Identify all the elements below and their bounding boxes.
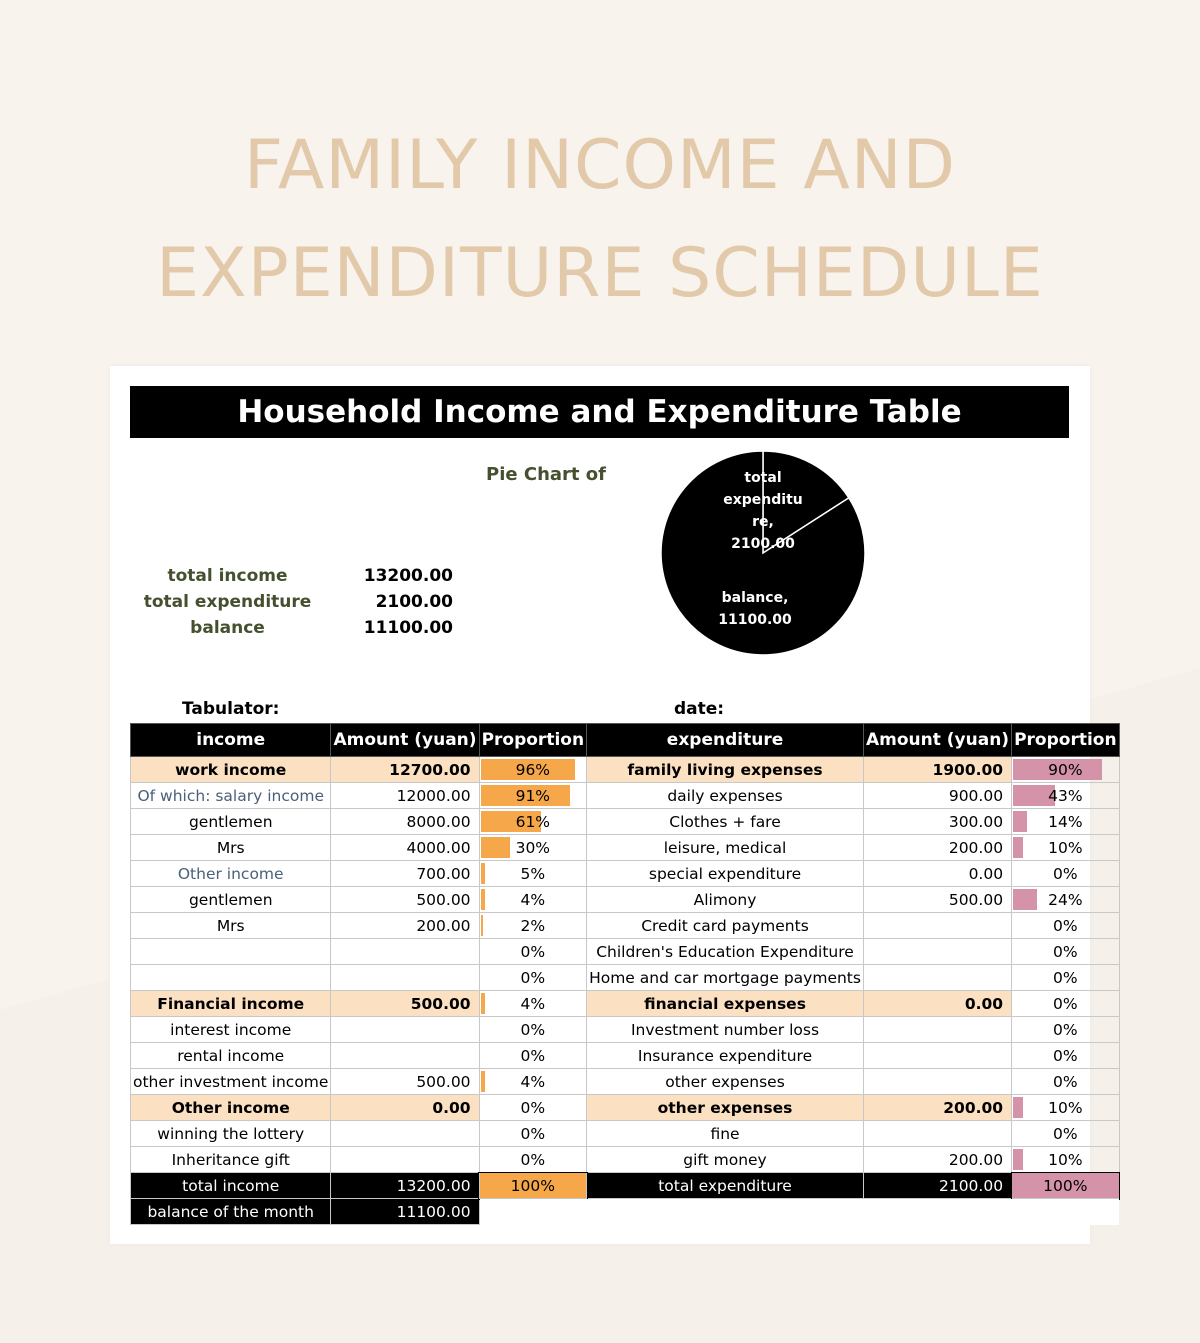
- income-item-label[interactable]: [131, 939, 331, 965]
- expenditure-item-label[interactable]: Insurance expenditure: [587, 1043, 864, 1069]
- total-expenditure-amount[interactable]: 2100.00: [863, 1173, 1011, 1199]
- expenditure-proportion-text: 10%: [1048, 838, 1083, 857]
- expenditure-item-label[interactable]: gift money: [587, 1147, 864, 1173]
- expenditure-item-proportion[interactable]: [1012, 991, 1120, 1017]
- income-item-label[interactable]: interest income: [131, 1017, 331, 1043]
- income-item-amount[interactable]: [331, 965, 479, 991]
- table-row: [131, 835, 1120, 861]
- expenditure-item-proportion[interactable]: [1012, 1147, 1120, 1173]
- expenditure-item-proportion[interactable]: [1012, 939, 1120, 965]
- income-expenditure-table: [130, 723, 1120, 1225]
- total-expenditure-proportion[interactable]: 100%: [1012, 1173, 1120, 1199]
- expenditure-proportion-text: 24%: [1048, 890, 1083, 909]
- table-row: [131, 1043, 1120, 1069]
- expenditure-item-proportion[interactable]: [1012, 783, 1120, 809]
- expenditure-item-label[interactable]: family living expenses: [587, 757, 864, 783]
- table-row: [131, 965, 1120, 991]
- income-item-amount[interactable]: 700.00: [331, 861, 479, 887]
- table-row: [131, 809, 1120, 835]
- expenditure-item-proportion[interactable]: [1012, 1069, 1120, 1095]
- page-title-line2: EXPENDITURE SCHEDULE: [156, 234, 1044, 313]
- income-item-proportion[interactable]: [479, 809, 587, 835]
- expenditure-item-label[interactable]: other expenses: [587, 1069, 864, 1095]
- expenditure-proportion-text: 0%: [1053, 1020, 1078, 1039]
- expenditure-item-proportion[interactable]: [1012, 1121, 1120, 1147]
- expenditure-proportion-text: 43%: [1048, 786, 1083, 805]
- expenditure-item-label[interactable]: special expenditure: [587, 861, 864, 887]
- col-header-expenditure: expenditure: [587, 724, 864, 757]
- expenditure-item-proportion[interactable]: [1012, 861, 1120, 887]
- expenditure-item-label[interactable]: Clothes + fare: [587, 809, 864, 835]
- expenditure-item-label[interactable]: Investment number loss: [587, 1017, 864, 1043]
- col-header-expenditure-amount: Amount (yuan): [863, 724, 1011, 757]
- page-title: [0, 112, 1200, 328]
- total-expenditure-label: total expenditure: [587, 1173, 864, 1199]
- expenditure-item-label[interactable]: Credit card payments: [587, 913, 864, 939]
- expenditure-item-proportion[interactable]: [1012, 1017, 1120, 1043]
- expenditure-proportion-text: 0%: [1053, 1072, 1078, 1091]
- pie-slice-label-line: re,: [752, 514, 774, 530]
- col-header-income: income: [131, 724, 331, 757]
- income-proportion-text: 0%: [520, 1098, 546, 1117]
- table-row: [131, 1121, 1120, 1147]
- expenditure-item-amount[interactable]: 300.00: [863, 809, 1011, 835]
- table-row: [131, 1069, 1120, 1095]
- table-row: [131, 757, 1120, 783]
- total-income-proportion[interactable]: 100%: [479, 1173, 587, 1199]
- income-proportion-text: 4%: [520, 890, 546, 909]
- expenditure-proportion-text: 0%: [1053, 994, 1078, 1013]
- total-income-amount[interactable]: 13200.00: [331, 1173, 479, 1199]
- balance-of-month-label: balance of the month: [131, 1199, 331, 1225]
- empty-cell: [479, 1199, 587, 1225]
- summary-total-income-value: 13200.00: [363, 566, 453, 586]
- income-item-proportion[interactable]: [479, 965, 587, 991]
- income-item-label[interactable]: Mrs: [131, 913, 331, 939]
- income-item-label[interactable]: Inheritance gift: [131, 1147, 331, 1173]
- income-proportion-text: 0%: [520, 942, 546, 961]
- expenditure-item-label[interactable]: Home and car mortgage payments: [587, 965, 864, 991]
- income-proportion-text: 0%: [520, 968, 546, 987]
- expenditure-item-proportion[interactable]: [1012, 1043, 1120, 1069]
- page-title-line1: FAMILY INCOME AND: [243, 126, 957, 205]
- summary-balance-label: balance: [190, 618, 265, 638]
- summary-balance-value: 11100.00: [363, 618, 453, 638]
- expenditure-item-proportion[interactable]: [1012, 1095, 1120, 1121]
- spreadsheet-card: [110, 366, 1117, 1244]
- income-item-label[interactable]: Financial income: [131, 991, 331, 1017]
- income-proportion-text: 0%: [520, 1020, 546, 1039]
- income-item-amount[interactable]: 4000.00: [331, 835, 479, 861]
- expenditure-item-amount[interactable]: [863, 1121, 1011, 1147]
- expenditure-item-amount[interactable]: [863, 913, 1011, 939]
- totals-row: [131, 1173, 1120, 1199]
- income-item-amount[interactable]: 500.00: [331, 991, 479, 1017]
- balance-of-month-amount[interactable]: 11100.00: [331, 1199, 479, 1225]
- table-row: [131, 783, 1120, 809]
- expenditure-item-amount[interactable]: 200.00: [863, 835, 1011, 861]
- expenditure-item-amount[interactable]: 0.00: [863, 991, 1011, 1017]
- income-item-proportion[interactable]: [479, 913, 587, 939]
- pie-slice-label-line: total: [744, 470, 782, 486]
- expenditure-item-proportion[interactable]: [1012, 835, 1120, 861]
- income-item-amount[interactable]: [331, 1017, 479, 1043]
- income-item-amount[interactable]: 500.00: [331, 1069, 479, 1095]
- income-proportion-text: 91%: [515, 786, 551, 805]
- expenditure-item-amount[interactable]: [863, 939, 1011, 965]
- pie-slice-label-line: balance,: [721, 590, 789, 606]
- income-item-amount[interactable]: 200.00: [331, 913, 479, 939]
- income-item-label[interactable]: Other income: [131, 1095, 331, 1121]
- empty-cell: [1012, 1199, 1120, 1225]
- pie-chart-title: Pie Chart of: [486, 464, 606, 485]
- income-proportion-text: 0%: [520, 1150, 546, 1169]
- income-item-label[interactable]: Mrs: [131, 835, 331, 861]
- income-item-proportion[interactable]: [479, 991, 587, 1017]
- expenditure-item-label[interactable]: leisure, medical: [587, 835, 864, 861]
- pie-slice-label-line: expenditu: [723, 492, 803, 508]
- expenditure-item-proportion[interactable]: [1012, 913, 1120, 939]
- table-row: [131, 991, 1120, 1017]
- expenditure-proportion-text: 0%: [1053, 864, 1078, 883]
- expenditure-item-proportion[interactable]: [1012, 757, 1120, 783]
- expenditure-item-label[interactable]: Alimony: [587, 887, 864, 913]
- sheet-header: Household Income and Expenditure Table: [130, 386, 1069, 438]
- expenditure-item-amount[interactable]: [863, 1069, 1011, 1095]
- income-proportion-text: 61%: [515, 812, 551, 831]
- expenditure-item-amount[interactable]: 1900.00: [863, 757, 1011, 783]
- expenditure-item-label[interactable]: other expenses: [587, 1095, 864, 1121]
- income-item-proportion[interactable]: [479, 939, 587, 965]
- expenditure-item-proportion[interactable]: [1012, 887, 1120, 913]
- expenditure-item-proportion[interactable]: [1012, 965, 1120, 991]
- empty-cell: [863, 1199, 1011, 1225]
- income-proportion-text: 2%: [520, 916, 546, 935]
- income-proportion-text: 4%: [520, 994, 546, 1013]
- income-item-label[interactable]: [131, 965, 331, 991]
- income-item-amount[interactable]: [331, 1121, 479, 1147]
- summary-total-expenditure-value: 2100.00: [375, 592, 453, 612]
- expenditure-item-amount[interactable]: 200.00: [863, 1095, 1011, 1121]
- date-label: date:: [674, 699, 725, 719]
- income-item-label[interactable]: other investment income: [131, 1069, 331, 1095]
- table-header-row: [131, 724, 1120, 757]
- income-item-proportion[interactable]: [479, 1095, 587, 1121]
- income-proportion-text: 30%: [515, 838, 551, 857]
- income-item-label[interactable]: rental income: [131, 1043, 331, 1069]
- expenditure-item-amount[interactable]: [863, 965, 1011, 991]
- expenditure-item-label[interactable]: financial expenses: [587, 991, 864, 1017]
- expenditure-item-label[interactable]: daily expenses: [587, 783, 864, 809]
- income-item-label[interactable]: gentlemen: [131, 809, 331, 835]
- expenditure-item-amount[interactable]: 200.00: [863, 1147, 1011, 1173]
- col-header-income-amount: Amount (yuan): [331, 724, 479, 757]
- income-item-label[interactable]: winning the lottery: [131, 1121, 331, 1147]
- income-item-proportion[interactable]: [479, 757, 587, 783]
- pie-slice-label-line: 2100.00: [731, 536, 795, 552]
- income-proportion-text: 0%: [520, 1046, 546, 1065]
- income-proportion-text: 0%: [520, 1124, 546, 1143]
- income-item-label[interactable]: Of which: salary income: [131, 783, 331, 809]
- expenditure-proportion-text: 0%: [1053, 1124, 1078, 1143]
- income-proportion-text: 5%: [520, 864, 546, 883]
- income-item-proportion[interactable]: [479, 1043, 587, 1069]
- expenditure-proportion-text: 10%: [1048, 1098, 1083, 1117]
- pie-chart: [660, 450, 870, 660]
- expenditure-item-label[interactable]: Children's Education Expenditure: [587, 939, 864, 965]
- summary-total-income-label: total income: [167, 566, 288, 586]
- table-row: [131, 1147, 1120, 1173]
- expenditure-item-proportion[interactable]: [1012, 809, 1120, 835]
- col-header-expenditure-proportion: Proportion: [1012, 724, 1120, 757]
- empty-cell: [587, 1199, 864, 1225]
- expenditure-item-amount[interactable]: 500.00: [863, 887, 1011, 913]
- income-item-proportion[interactable]: [479, 835, 587, 861]
- expenditure-proportion-text: 14%: [1048, 812, 1083, 831]
- table-row: [131, 861, 1120, 887]
- income-item-proportion[interactable]: [479, 887, 587, 913]
- income-item-proportion[interactable]: [479, 1017, 587, 1043]
- expenditure-proportion-text: 10%: [1048, 1150, 1083, 1169]
- table-row: [131, 1095, 1120, 1121]
- tabulator-label: Tabulator:: [182, 699, 280, 719]
- income-item-amount[interactable]: 0.00: [331, 1095, 479, 1121]
- income-item-amount[interactable]: 500.00: [331, 887, 479, 913]
- income-item-amount[interactable]: 8000.00: [331, 809, 479, 835]
- expenditure-proportion-text: 0%: [1053, 968, 1078, 987]
- income-item-label[interactable]: work income: [131, 757, 331, 783]
- income-item-proportion[interactable]: [479, 861, 587, 887]
- income-item-label[interactable]: Other income: [131, 861, 331, 887]
- table-row: [131, 913, 1120, 939]
- col-header-income-proportion: Proportion: [479, 724, 587, 757]
- summary-total-expenditure-label: total expenditure: [143, 592, 312, 612]
- income-proportion-text: 96%: [515, 760, 551, 779]
- pie-slice-label-line: 11100.00: [718, 612, 792, 628]
- income-item-proportion[interactable]: [479, 1121, 587, 1147]
- income-proportion-text: 4%: [520, 1072, 546, 1091]
- expenditure-item-amount[interactable]: [863, 1043, 1011, 1069]
- income-item-amount[interactable]: [331, 1043, 479, 1069]
- income-item-label[interactable]: gentlemen: [131, 887, 331, 913]
- expenditure-proportion-text: 0%: [1053, 942, 1078, 961]
- expenditure-item-amount[interactable]: [863, 1017, 1011, 1043]
- income-item-proportion[interactable]: [479, 783, 587, 809]
- income-item-amount[interactable]: 12000.00: [331, 783, 479, 809]
- income-item-amount[interactable]: [331, 939, 479, 965]
- expenditure-item-label[interactable]: fine: [587, 1121, 864, 1147]
- table-row: [131, 1017, 1120, 1043]
- expenditure-proportion-text: 90%: [1048, 760, 1083, 779]
- income-item-proportion[interactable]: [479, 1147, 587, 1173]
- income-item-proportion[interactable]: [479, 1069, 587, 1095]
- expenditure-item-amount[interactable]: 900.00: [863, 783, 1011, 809]
- expenditure-item-amount[interactable]: 0.00: [863, 861, 1011, 887]
- expenditure-proportion-text: 0%: [1053, 1046, 1078, 1065]
- table-row: [131, 887, 1120, 913]
- income-item-amount[interactable]: [331, 1147, 479, 1173]
- balance-row: [131, 1199, 1120, 1225]
- expenditure-proportion-text: 0%: [1053, 916, 1078, 935]
- income-item-amount[interactable]: 12700.00: [331, 757, 479, 783]
- total-income-label: total income: [131, 1173, 331, 1199]
- table-row: [131, 939, 1120, 965]
